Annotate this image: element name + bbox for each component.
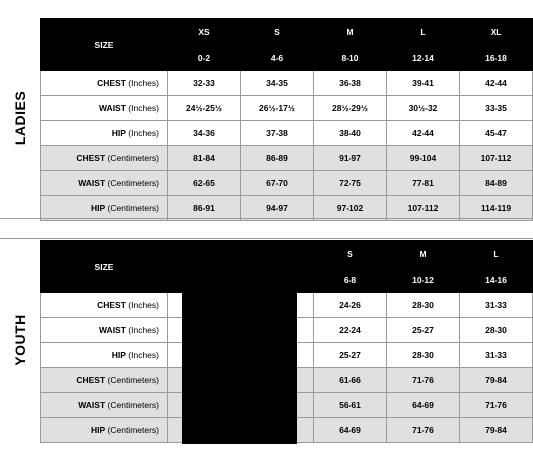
ladies-measure-label bbox=[41, 71, 168, 96]
ladies-measure-label bbox=[41, 121, 168, 146]
youth-value-cell: 64-69 bbox=[314, 418, 387, 443]
measure-unit: (Centimeters) bbox=[105, 425, 159, 435]
ladies-value-cell: 39-41 bbox=[387, 71, 460, 96]
ladies-measure-row bbox=[41, 71, 533, 96]
ladies-measure-label bbox=[41, 171, 168, 196]
ladies-measure-row bbox=[41, 96, 533, 121]
measure-unit: (Inches) bbox=[125, 128, 159, 138]
measure-name: CHEST bbox=[97, 78, 126, 88]
measure-name: HIP bbox=[90, 425, 106, 435]
youth-value-cell: 71-76 bbox=[460, 393, 533, 418]
ladies-value-cell: 86-91 bbox=[168, 196, 241, 221]
youth-measure-label bbox=[41, 293, 168, 318]
youth-value-cell: 56-61 bbox=[314, 393, 387, 418]
ladies-value-cell: 24½-25½ bbox=[168, 96, 241, 121]
youth-value-cell: 25-27 bbox=[387, 318, 460, 343]
youth-value-cell: 28-30 bbox=[387, 343, 460, 368]
youth-value-cell: 71-76 bbox=[387, 368, 460, 393]
youth-value-cell: 24-26 bbox=[314, 293, 387, 318]
youth-range-l: 14-16 bbox=[460, 267, 533, 293]
measure-unit: (Inches) bbox=[125, 300, 159, 310]
ladies-value-cell: 94-97 bbox=[241, 196, 314, 221]
ladies-size-header-row bbox=[41, 19, 533, 45]
ladies-range-s: 4-6 bbox=[241, 45, 314, 71]
youth-measure-label bbox=[41, 393, 168, 418]
measure-name: HIP bbox=[111, 128, 126, 138]
youth-value-cell: 28-30 bbox=[387, 293, 460, 318]
youth-value-cell: 25-27 bbox=[314, 343, 387, 368]
ladies-value-cell: 38-40 bbox=[314, 121, 387, 146]
ladies-measure-row bbox=[41, 146, 533, 171]
youth-value-cell: 71-76 bbox=[387, 418, 460, 443]
ladies-value-cell: 36-38 bbox=[314, 71, 387, 96]
ladies-value-cell: 86-89 bbox=[241, 146, 314, 171]
measure-unit: (Centimeters) bbox=[105, 375, 159, 385]
ladies-value-cell: 91-97 bbox=[314, 146, 387, 171]
ladies-size-table bbox=[40, 18, 533, 221]
youth-size-m: M bbox=[387, 241, 460, 267]
measure-unit: (Inches) bbox=[125, 350, 159, 360]
youth-value-cell: 31-33 bbox=[460, 343, 533, 368]
measure-name: WAIST bbox=[78, 400, 106, 410]
ladies-value-cell: 42-44 bbox=[387, 121, 460, 146]
ladies-value-cell: 34-35 bbox=[241, 71, 314, 96]
youth-value-cell: 79-84 bbox=[460, 368, 533, 393]
youth-measure-label bbox=[41, 343, 168, 368]
ladies-measure-row bbox=[41, 121, 533, 146]
ladies-section-label-wrap bbox=[0, 18, 40, 218]
youth-value-cell: 64-69 bbox=[387, 393, 460, 418]
redaction-block bbox=[182, 240, 297, 444]
youth-value-cell: 31-33 bbox=[460, 293, 533, 318]
youth-value-cell: 22-24 bbox=[314, 318, 387, 343]
ladies-value-cell: 114-119 bbox=[460, 196, 533, 221]
ladies-size-m: M bbox=[314, 19, 387, 45]
section-divider-top bbox=[0, 218, 533, 219]
ladies-value-cell: 67-70 bbox=[241, 171, 314, 196]
ladies-value-cell: 72-75 bbox=[314, 171, 387, 196]
ladies-value-cell: 42-44 bbox=[460, 71, 533, 96]
ladies-value-cell: 84-89 bbox=[460, 171, 533, 196]
youth-measure-label bbox=[41, 368, 168, 393]
youth-value-cell: 61-66 bbox=[314, 368, 387, 393]
ladies-value-cell: 97-102 bbox=[314, 196, 387, 221]
ladies-value-cell: 33-35 bbox=[460, 96, 533, 121]
measure-name: CHEST bbox=[97, 300, 126, 310]
youth-section-label-wrap bbox=[0, 240, 40, 440]
measure-unit: (Centimeters) bbox=[105, 153, 159, 163]
ladies-value-cell: 30½-32 bbox=[387, 96, 460, 121]
ladies-value-cell: 62-65 bbox=[168, 171, 241, 196]
measure-unit: (Centimeters) bbox=[105, 178, 159, 188]
ladies-size-s: S bbox=[241, 19, 314, 45]
measure-name: WAIST bbox=[78, 178, 106, 188]
ladies-value-cell: 107-112 bbox=[460, 146, 533, 171]
ladies-measure-row bbox=[41, 196, 533, 221]
ladies-range-l: 12-14 bbox=[387, 45, 460, 71]
ladies-range-m: 8-10 bbox=[314, 45, 387, 71]
ladies-value-cell: 99-104 bbox=[387, 146, 460, 171]
youth-measure-label bbox=[41, 418, 168, 443]
youth-range-s: 6-8 bbox=[314, 267, 387, 293]
measure-name: CHEST bbox=[76, 153, 106, 163]
youth-size-l: L bbox=[460, 241, 533, 267]
ladies-value-cell: 28½-29½ bbox=[314, 96, 387, 121]
ladies-measure-label bbox=[41, 96, 168, 121]
ladies-value-cell: 26½-17½ bbox=[241, 96, 314, 121]
measure-unit: (Inches) bbox=[125, 103, 159, 113]
measure-name: CHEST bbox=[76, 375, 106, 385]
ladies-measure-label bbox=[41, 146, 168, 171]
ladies-measure-label bbox=[41, 196, 168, 221]
youth-measure-label bbox=[41, 318, 168, 343]
youth-value-cell: 79-84 bbox=[460, 418, 533, 443]
ladies-table-body bbox=[41, 71, 533, 221]
ladies-measure-row bbox=[41, 171, 533, 196]
ladies-range-xs: 0-2 bbox=[168, 45, 241, 71]
youth-section-label: YOUTH bbox=[12, 314, 28, 366]
ladies-size-xs: XS bbox=[168, 19, 241, 45]
measure-name: HIP bbox=[111, 350, 126, 360]
measure-unit: (Centimeters) bbox=[105, 203, 159, 213]
ladies-value-cell: 32-33 bbox=[168, 71, 241, 96]
youth-range-m: 10-12 bbox=[387, 267, 460, 293]
ladies-range-xl: 16-18 bbox=[460, 45, 533, 71]
measure-name: WAIST bbox=[99, 325, 126, 335]
section-divider-bottom bbox=[0, 238, 533, 239]
measure-name: HIP bbox=[90, 203, 106, 213]
ladies-value-cell: 77-81 bbox=[387, 171, 460, 196]
measure-unit: (Inches) bbox=[125, 325, 159, 335]
measure-unit: (Inches) bbox=[125, 78, 159, 88]
ladies-value-cell: 37-38 bbox=[241, 121, 314, 146]
ladies-size-l: L bbox=[387, 19, 460, 45]
youth-value-cell: 28-30 bbox=[460, 318, 533, 343]
measure-unit: (Centimeters) bbox=[105, 400, 159, 410]
measure-name: WAIST bbox=[99, 103, 126, 113]
ladies-size-header: SIZE bbox=[41, 19, 168, 71]
ladies-value-cell: 81-84 bbox=[168, 146, 241, 171]
ladies-value-cell: 45-47 bbox=[460, 121, 533, 146]
ladies-section-label: LADIES bbox=[12, 90, 28, 146]
youth-size-header: SIZE bbox=[41, 241, 168, 293]
ladies-value-cell: 34-36 bbox=[168, 121, 241, 146]
ladies-size-xl: XL bbox=[460, 19, 533, 45]
ladies-value-cell: 107-112 bbox=[387, 196, 460, 221]
youth-size-s: S bbox=[314, 241, 387, 267]
